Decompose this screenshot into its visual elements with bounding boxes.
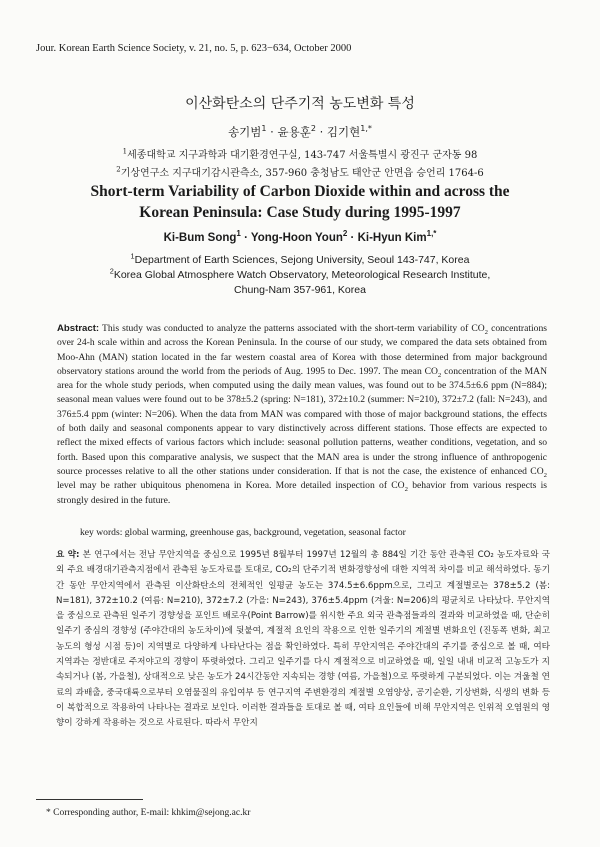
- korean-title: 이산화탄소의 단주기적 농도변화 특성: [185, 96, 415, 112]
- korean-author-3: 김기현: [326, 125, 361, 139]
- korean-author-1: 송기범: [228, 125, 262, 139]
- english-title: [0, 181, 600, 223]
- english-affiliation-1: $^1$Department of Earth Sciences, Sejong University, Seoul 143-747, Korea: [130, 251, 470, 266]
- korean-abstract-paragraph: 요 약: 본 연구에서는 전남 무안지역을 중심으로 1995년 8월부터 1997년 12월의 총 884일 기간 동안 관측된 CO₂ 농도자료와 국외 주요 배경대기관측지점에서 관측된 농도자료를 토대로, CO₂의 단주기적 변화경향성에 대한 지역적 차이를 비교 해석하였다. 동기간 동안 무안지역에서 관측된 이산화탄소의 전체적인 일평균 농도는 374.5±6.6ppm으로, 그리고 계절별로는 378±5.2 (봄: N=181), 372±10.2 (여름: N=210), 372±7.2 (가을: N=243), 376±5.4ppm (겨울: N=206)의 평균치로 나타났다. 무안지역을 중심으로 관측된 일주기 경향성을 포인트 배로우(Point Barrow)를 위시한 주요 외국 관측점들과의 결과와 비교하였을 때, 단순히 일주기 중심의 경향성 (주야간대의 농도차이)에 뒷붙여, 계절적 요인의 작용으로 인한 일주기의 계절별 변화요인 (진동폭 변화, 최고농도의 형성 시점 등)이 지역별로 다양하게 나타난다는 점을 확인하였다. 특히 무안지역은 주야간대의 주기를 중심으로 볼 때, 여타 지역과는 정반대로 주저야고의 경향이 뚜렷하였다. 그리고 일주기를 다시 계절적으로 비교하였을 때, 일일 내내 비교적 고농도가 지속되거나 (봄, 가을철), 상대적으로 낮은 농도가 24시간동안 지속되는 경향 (여름, 가을철)으로 뚜렷하게 구분되었다. 이는 겨울철 연료의 과배출, 중국대륙으로부터 오염물질의 유입여부 등 연구지역 주변환경의 계절별 오염양상, 공기순환, 기상변화, 식생의 변화 등이 복합적으로 작용하여 나타나는 결과로 보인다. 이러한 결과들을 토대로 볼 때, 여타 요인들에 비해 무안지역은 인위적 오염원의 영향이 강하게 작용하는 것으로 사료된다. 따라서 무안지: [56, 550, 550, 729]
- english-title-line-1: Short-term Variability of Carbon Dioxide within and across the: [90, 183, 510, 200]
- korean-author-2: 윤용훈: [277, 125, 311, 139]
- korean-affiliation-1-text: 세종대학교 지구과학과 대기환경연구실, 143-747 서울특별시 광진구 군자동 98: [127, 150, 478, 161]
- english-affiliation-2-cont: Chung-Nam 357-961, Korea: [234, 284, 366, 296]
- english-author-1: Ki-Bum Song: [163, 232, 237, 244]
- footnote-divider: [36, 799, 143, 800]
- footnote: [46, 808, 250, 818]
- english-authors: Ki-Bum Song$^1$ · Yong-Hoon Youn$^2$ · Ki-Hyun Kim$^{1,*}$: [163, 229, 437, 244]
- journal-header: Jour. Korean Earth Science Society, v. 21, no. 5, p. 623−634, October 2000: [36, 43, 352, 54]
- footnote-text: Corresponding author, E-mail: khkim@sejong.ac.kr: [50, 808, 251, 818]
- abstract-label: Abstract:: [57, 323, 100, 334]
- abstract-paragraph: Abstract: This study was conducted to analyze the patterns associated with the short-term variability of $CO_2$ concentrations over 24-h scale within and across the Korean Peninsula. In the course of our study, we compared the data sets obtained from Moo-Ahn (MAN) station located in the far western coastal area of Korea with those determined from major background observatory stations around the world from the periods of Aug. 1995 to Dec. 1997. The mean $CO_2$ concentration of the MAN area for the whole study periods, when computed using the daily mean values, was found out to be 374.5±6.6 ppm (N=884); seasonal mean values were found out to be 378±5.2 (spring: N=181), 372±10.2 (summer: N=210), 372±7.2 (fall: N=243), and 376±5.4 ppm (winter: N=206). When the data from MAN was compared with those of major background stations, the effects of both daily and seasonal components appear to vary distinctively across different stations. Those effects are expected to reflect the mixed effects of various factors which include: seasonal pollution patterns, weather conditions, vegetation, and so forth. Based upon this comparative analysis, we suspect that the MAN area is under the strong influence of anthropogenic source processes relative to all the other stations under consideration. If that is not the case, the existence of enhanced $CO_2$ level may be rather ubiquitous phenomena in Korea. More detailed inspection of $CO_2$ behavior from various respects is strongly desired in the future.: [57, 323, 548, 506]
- korean-affiliation-1: $^1$세종대학교 지구과학과 대기환경연구실, 143-747 서울특별시 광진구 군자동 98: [122, 147, 478, 161]
- korean-authors: 송기범$^1$ · 윤용훈$^2$ · 김기현$^{1,*}$: [228, 124, 372, 139]
- english-author-3: Ki-Hyun Kim: [357, 232, 427, 244]
- english-affiliations: [0, 253, 600, 298]
- english-title-line-2: Korean Peninsula: Case Study during 1995-1997: [139, 204, 461, 221]
- footnote-mark: *: [46, 808, 51, 818]
- korean-affiliation-2: $^2$기상연구소 지구대기감시관측소, 357-960 충청남도 태안군 안면읍 승언리 1764-6: [116, 165, 484, 179]
- english-affiliation-2: $^2$Korea Global Atmosphere Watch Observatory, Meteorological Research Institute,: [109, 266, 491, 281]
- keywords: key words: global warming, greenhouse gas, background, vegetation, seasonal factor: [80, 527, 406, 538]
- english-author-2: Yong-Hoon Youn: [250, 232, 343, 244]
- korean-affiliation-2-text: 기상연구소 지구대기감시관측소, 357-960 충청남도 태안군 안면읍 승언리 1764-6: [120, 168, 484, 179]
- korean-abstract-label: 요 약:: [56, 550, 80, 560]
